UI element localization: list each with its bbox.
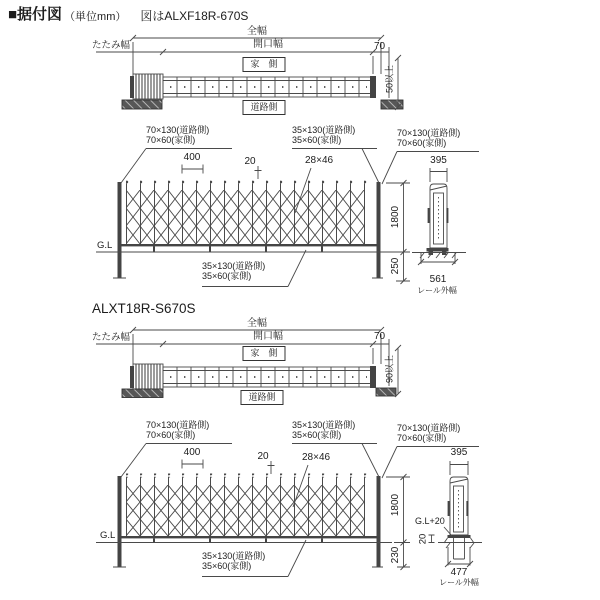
s1-end-post-size-road: 70×130(道路側) <box>146 125 210 135</box>
page-title <box>8 3 248 24</box>
s1-road-side-label: 道路側 <box>242 100 285 115</box>
s2-end-post-size-house: 70×60(家側) <box>146 430 196 440</box>
s2-embed-depth-label: 230 <box>390 546 401 564</box>
s1-end-post2-size-road: 70×130(道路側) <box>397 128 461 138</box>
s1-mid-post-size-house: 35×60(家側) <box>292 135 342 145</box>
s2-house-side-label: 家 側 <box>242 346 285 361</box>
s2-plan-drawing <box>96 327 401 398</box>
s2-rail-outer-text: レール外幅 <box>439 578 479 587</box>
s1-end-post2-size-house: 70×60(家側) <box>397 138 447 148</box>
s1-lattice-size-label: 28×46 <box>305 155 334 166</box>
s2-ground-level-plus20-label: G.L+20 <box>415 516 445 526</box>
s2-side-view-drawing <box>429 461 483 567</box>
section2-title: ALXT18R-S670S <box>92 301 196 316</box>
s1-bottom-mid-size-house: 35×60(家側) <box>202 271 252 281</box>
s2-bottom-mid-size-road: 35×130(道路側) <box>202 551 266 561</box>
s1-gap-label: 20 <box>244 156 256 167</box>
s1-total-width-label: 全幅 <box>247 26 267 37</box>
s2-post-depth-label: 395 <box>450 447 468 458</box>
s2-road-side-label: 道路側 <box>240 390 283 405</box>
s1-wall-clearance-label: 50以上 <box>384 64 395 94</box>
s1-rail-outer-text: レール外幅 <box>417 286 457 295</box>
s1-post-pitch-label: 400 <box>183 152 201 163</box>
s2-bottom-mid-size-house: 35×60(家側) <box>202 561 252 571</box>
s2-gate-height-label: 1800 <box>390 493 401 517</box>
s2-folded-width-label: たたみ幅 <box>92 332 131 343</box>
s1-mid-post-size-road: 35×130(道路側) <box>292 125 356 135</box>
s2-elevation-drawing <box>96 444 479 577</box>
title-unit: （単位mm） <box>64 11 127 23</box>
s1-opening-width-label: 開口幅 <box>253 39 283 50</box>
s1-gate-height-label: 1800 <box>390 205 401 229</box>
s2-opening-width-label: 開口幅 <box>253 331 283 342</box>
s2-end-post-size-road: 70×130(道路側) <box>146 420 210 430</box>
s2-end-post2-size-house: 70×60(家側) <box>397 433 447 443</box>
figure-note: 図はALXF18R-670S <box>140 9 249 23</box>
s2-lattice-size-label: 28×46 <box>302 452 331 463</box>
s1-elevation-drawing <box>96 149 479 287</box>
s1-folded-width-label: たたみ幅 <box>92 40 131 51</box>
s1-embed-depth-label: 250 <box>390 257 401 275</box>
s1-rail-outer-width-label: 561 <box>429 274 447 285</box>
s1-bottom-mid-size-road: 35×130(道路側) <box>202 261 266 271</box>
s1-end-post-size-house: 70×60(家側) <box>146 135 196 145</box>
s2-ground-level-label: G.L <box>100 530 116 541</box>
s2-rail-height-label: 20 <box>417 533 429 545</box>
s1-side-view-drawing <box>412 168 466 265</box>
s2-rail-outer-width-label: 477 <box>450 567 468 578</box>
s2-end-post2-size-road: 70×130(道路側) <box>397 423 461 433</box>
s2-end-post-width-label: 70 <box>374 331 386 342</box>
s1-ground-level-label: G.L <box>97 240 113 251</box>
s2-mid-post-size-house: 35×60(家側) <box>292 430 342 440</box>
s1-end-post-width-label: 70 <box>374 41 386 52</box>
s2-gap-label: 20 <box>257 451 269 462</box>
title-main: ■据付図 <box>8 6 63 23</box>
s2-post-pitch-label: 400 <box>183 447 201 458</box>
s2-total-width-label: 全幅 <box>247 318 267 329</box>
s2-mid-post-size-road: 35×130(道路側) <box>292 420 356 430</box>
s1-plan-drawing <box>96 35 403 110</box>
s2-wall-clearance-label: 90以上 <box>384 354 395 384</box>
s1-post-depth-label: 395 <box>430 155 447 166</box>
s1-house-side-label: 家 側 <box>242 57 285 72</box>
